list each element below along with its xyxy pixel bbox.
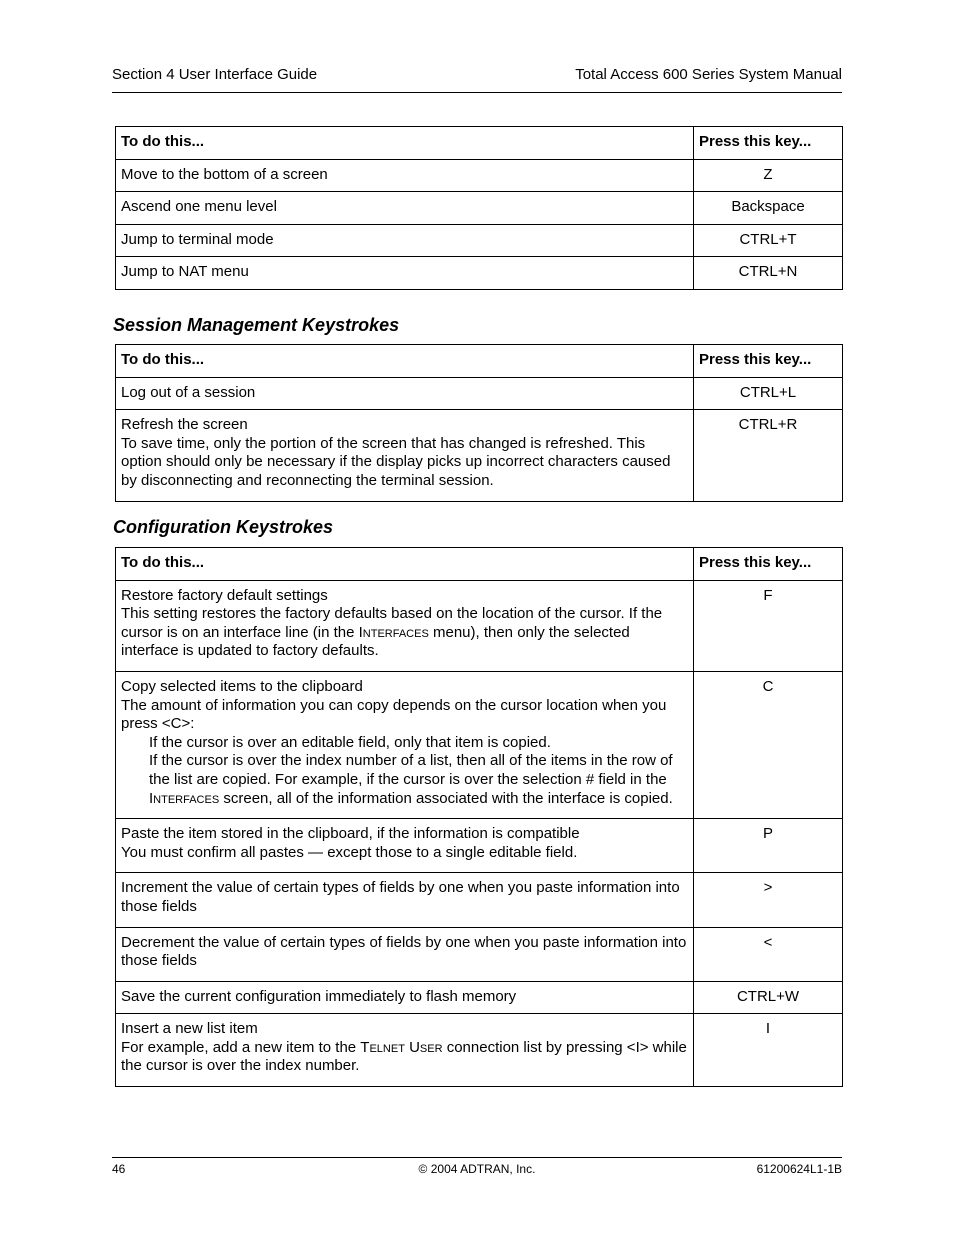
configuration-heading: Configuration Keystrokes xyxy=(113,517,334,537)
table-header-row xyxy=(116,345,843,378)
column-header-key: Press this key... xyxy=(694,345,843,378)
key-cell: < xyxy=(694,927,843,981)
table-row xyxy=(116,981,843,1014)
action-detail: connection list by pressing <I> while the cursor is over the index number. xyxy=(121,1038,687,1075)
configuration-keystrokes-table xyxy=(115,547,843,1087)
action-cell xyxy=(116,580,694,671)
action-title: Restore factory default settings xyxy=(121,586,328,604)
action-title: Insert a new list item xyxy=(121,1020,258,1038)
action-cell: Increment the value of certain types of fields by one when you paste information into those fields xyxy=(116,873,694,927)
key-cell: CTRL+T xyxy=(694,224,843,257)
action-detail: menu), then only the selected interface is updated to factory defaults. xyxy=(121,623,630,660)
table-row xyxy=(116,224,843,257)
key-cell: P xyxy=(694,819,843,873)
copyright: © 2004 ADTRAN, Inc. xyxy=(418,1162,536,1176)
action-cell: Jump to NAT menu xyxy=(116,257,694,290)
column-header-action: To do this... xyxy=(116,127,694,160)
key-cell: Z xyxy=(694,159,843,192)
bullet-text: screen, all of the information associated with the interface is copied. xyxy=(219,789,673,807)
table-row xyxy=(116,192,843,225)
table-row xyxy=(116,159,843,192)
action-cell xyxy=(116,671,694,818)
table-row xyxy=(116,671,843,818)
menu-name: Interfaces xyxy=(358,623,429,641)
table-row xyxy=(116,927,843,981)
detail-bullet: If the cursor is over an editable field, only that item is copied. xyxy=(149,733,551,751)
key-cell: C xyxy=(694,671,843,818)
page-number: 46 xyxy=(112,1162,126,1176)
detail-bullet xyxy=(121,752,688,808)
key-cell: CTRL+W xyxy=(694,981,843,1014)
action-detail: This setting restores the factory defaults based on the location of the cursor. If the cursor is on an interface line (in the xyxy=(121,605,663,641)
action-detail: For example, add a new item to the xyxy=(121,1038,361,1056)
key-cell: F xyxy=(694,580,843,671)
table-header-row xyxy=(116,127,843,160)
action-cell xyxy=(116,410,694,501)
table-row xyxy=(116,580,843,671)
action-detail: To save time, only the portion of the screen that has changed is refreshed. This option should only be necessary if the display picks up incorrect characters caused by disconnecting and reconnecting the terminal session. xyxy=(121,434,671,489)
page-header xyxy=(112,64,842,93)
column-header-action: To do this... xyxy=(116,548,694,581)
list-name: Telnet User xyxy=(360,1038,443,1056)
action-cell: Jump to terminal mode xyxy=(116,224,694,257)
table-row xyxy=(116,819,843,873)
action-cell xyxy=(116,819,694,873)
table-row xyxy=(116,873,843,927)
table-row xyxy=(116,410,843,501)
key-cell: CTRL+N xyxy=(694,257,843,290)
action-cell: Save the current configuration immediately to flash memory xyxy=(116,981,694,1014)
action-detail: The amount of information you can copy depends on the cursor location when you press <C>: xyxy=(121,696,667,733)
page-footer xyxy=(112,1157,842,1182)
key-cell: > xyxy=(694,873,843,927)
navigation-keystrokes-table xyxy=(115,126,843,290)
action-cell xyxy=(116,1014,694,1087)
menu-name: Interfaces xyxy=(149,789,220,807)
table-header-row xyxy=(116,548,843,581)
session-keystrokes-table xyxy=(115,344,843,502)
key-cell: Backspace xyxy=(694,192,843,225)
action-cell: Decrement the value of certain types of fields by one when you paste information into those fields xyxy=(116,927,694,981)
bullet-text: If the cursor is over the index number of a list, then all of the items in the row of the list are copied. For example, if the cursor is over the selection # field in the xyxy=(149,752,673,788)
column-header-key: Press this key... xyxy=(694,548,843,581)
header-section: Section 4 User Interface Guide xyxy=(112,66,318,83)
key-cell: CTRL+L xyxy=(694,377,843,410)
action-detail: You must confirm all pastes — except those to a single editable field. xyxy=(121,843,578,861)
header-manual-title: Total Access 600 Series System Manual xyxy=(575,66,842,83)
table-row xyxy=(116,257,843,290)
column-header-key: Press this key... xyxy=(694,127,843,160)
document-number: 61200624L1-1B xyxy=(756,1162,842,1176)
key-cell: I xyxy=(694,1014,843,1087)
column-header-action: To do this... xyxy=(116,345,694,378)
session-management-heading: Session Management Keystrokes xyxy=(113,315,400,335)
action-title: Refresh the screen xyxy=(121,416,248,434)
action-cell: Log out of a session xyxy=(116,377,694,410)
table-row xyxy=(116,377,843,410)
table-row xyxy=(116,1014,843,1087)
action-title: Paste the item stored in the clipboard, if the information is compatible xyxy=(121,825,580,843)
key-cell: CTRL+R xyxy=(694,410,843,501)
action-title: Copy selected items to the clipboard xyxy=(121,677,363,695)
action-cell: Move to the bottom of a screen xyxy=(116,159,694,192)
action-cell: Ascend one menu level xyxy=(116,192,694,225)
